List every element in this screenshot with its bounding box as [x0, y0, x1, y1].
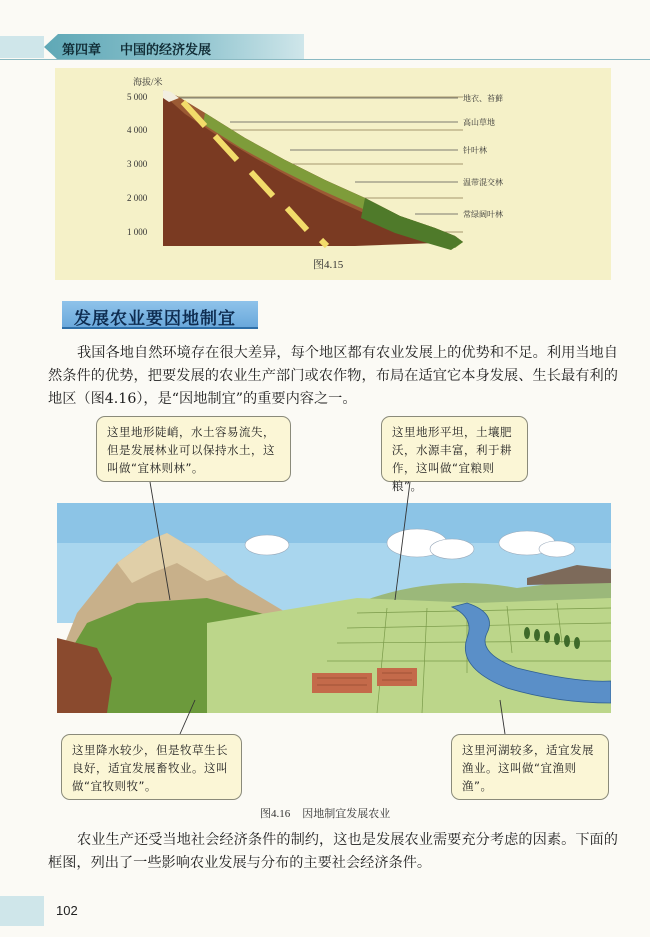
zone-alpine-meadow: 高山草地: [463, 118, 495, 127]
page-color-strip: [0, 896, 44, 926]
header-color-band: [0, 36, 44, 58]
figure-4-16-number: 图4.16: [260, 808, 291, 820]
zone-mixed-forest: 温带混交林: [463, 178, 503, 187]
figure-4-15-caption: 图4.15: [313, 259, 344, 271]
figure-4-16-title: 因地制宜发展农业: [302, 808, 391, 820]
landscape-illustration: [57, 503, 611, 713]
tick-2000: 2 000: [127, 193, 148, 203]
zone-coniferous-forest: 针叶林: [463, 146, 487, 155]
tick-4000: 4 000: [127, 125, 148, 135]
chapter-header: [0, 32, 650, 62]
page-number: 102: [56, 903, 78, 918]
callout-fishery: 这里河湖较多，适宜发展渔业。这叫做“宜渔则渔”。: [451, 734, 609, 800]
figure-4-16-landscape: [57, 503, 611, 713]
callout-pasture: 这里降水较少，但是牧草生长良好，适宜发展畜牧业。这叫做“宜牧则牧”。: [61, 734, 242, 800]
callout-grain: 这里地形平坦，土壤肥沃，水源丰富，利于耕作，这叫做“宜粮则粮”。: [381, 416, 528, 482]
socioeconomic-paragraph: 农业生产还受当地社会经济条件的制约，这也是发展农业需要充分考虑的因素。下面的框图，列出了一些影响农业发展与分布的主要社会经济条件。: [48, 832, 618, 871]
chapter-title: 中国的经济发展: [120, 43, 212, 58]
callout-forestry: 这里地形陡峭，水土容易流失，但是发展林业可以保持水土，这叫做“宜林则林”。: [96, 416, 291, 482]
chapter-number: 第四章: [62, 43, 102, 58]
figure-4-15-vegetation-zones: [55, 68, 611, 280]
mountain-profile-diagram: [55, 68, 611, 280]
tick-5000: 5 000: [127, 92, 148, 102]
axis-title: 海拔/米: [133, 77, 163, 87]
zone-evergreen-broadleaf: 常绿阔叶林: [463, 210, 503, 219]
intro-paragraph: 我国各地自然环境存在很大差异，每个地区都有农业发展上的优势和不足。利用当地自然条件的优势，把要发展的农业生产部门或农作物，布局在适宜它本身发展、生长最有利的地区（图4.16），是“因地制宜”的重要内容之一。: [48, 345, 618, 407]
zone-lichen-moss: 地衣、苔藓: [463, 94, 503, 103]
header-divider: [0, 59, 650, 60]
tick-3000: 3 000: [127, 159, 148, 169]
tick-1000: 1 000: [127, 227, 148, 237]
figure-4-16-caption: [260, 805, 390, 821]
section-title: 发展农业要因地制宜: [62, 301, 258, 329]
